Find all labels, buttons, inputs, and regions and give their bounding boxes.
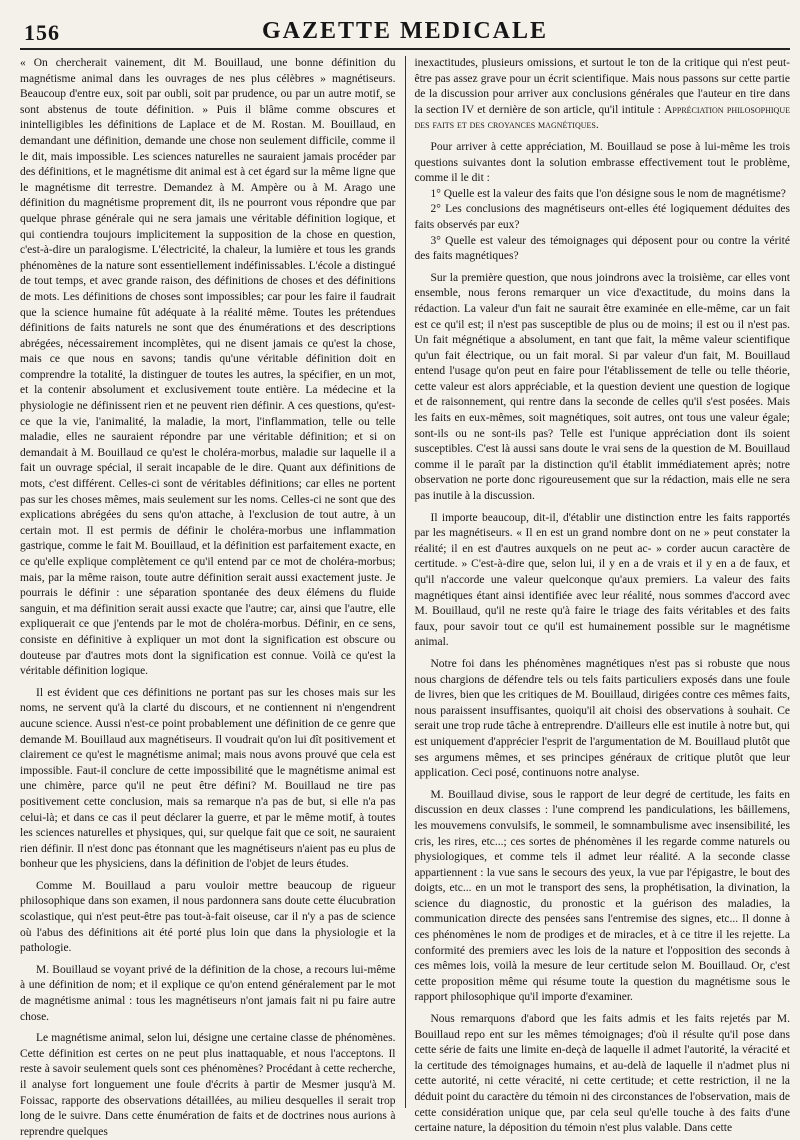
paragraph: Il est évident que ces définitions ne portant pas sur les choses mais sur les noms, ne servent qu'à la clarté du discours, et ne contiennent ni n'engendrent aucune science. Aussi n'est-ce point probablement une définition de ce genre que demande M. Bouillaud aux magnétiseurs. Il voudrait qu'on lui dît positivement et clairement ce qu'est le magnétisme animal; mais nous avons prouvé que cela est impossible. Faut-il conclure de cette impossibilité que le magnétisme animal est une chimère, parce qu'il ne peut être défini? M. Bouillaud ne tire pas positivement cette conclusion, mais sa remarque n'a pas de but, si elle n'a pas celui-là; et dans ce cas il peut déclarer la guerre, et par le même motif, à toutes les sciences naturelles et physiques, qui, sur quelque fait que ce soit, ne sauraient rien définir. Il n'est donc pas étonnant que les magnétiseurs n'aient pas eu plus de bonheur que les physiciens, dans la définition de l'objet de leurs études. xyxy=(20,686,396,871)
section-title: Appréciation philosophique des faits et des croyances magnétiques. xyxy=(414,103,790,132)
journal-title: GAZETTE MEDICALE xyxy=(261,18,549,44)
question-list xyxy=(414,187,790,265)
list-item: 1° Quelle est la valeur des faits que l'on désigne sous le nom de magnétisme? xyxy=(430,187,786,200)
paragraph: Notre foi dans les phénomènes magnétiques n'est pas si robuste que nous nous chargions de défendre tels ou tels faits particuliers exposés dans une foule de livres, bien que les critiques de M. Bouillaud, dirigées contre ces mêmes faits, nous paraissent insuffisantes, quoiqu'il ait choisi des observations à souhait. Ce serait une trop rude tâche à entreprendre. D'ailleurs elle est inutile à notre but, qui est uniquement d'apprécier l'esprit de l'argumentation de M. Bouillaud plutôt que ses argumens mêmes, et ses principes généraux de critique plutôt que leur application. Ceci posé, continuons notre analyse. xyxy=(414,657,790,780)
paragraph: M. Bouillaud se voyant privé de la définition de la chose, a recours lui-même à une définition de nom; et il explique ce qu'on entend généralement par le mot de magnétisme animal : tous les magnétiseurs n'ont jamais fait ni pu faire autre chose. xyxy=(20,963,396,1023)
paragraph: M. Bouillaud divise, sous le rapport de leur degré de certitude, les faits en discussion en deux classes : l'une comprend les pandiculations, les bâillemens, les mouvemens convulsifs, le sommeil, le somnambulisme avec insensibilité, les cris, les rires, etc...; ces sortes de phénomènes il les regarde comme naturels ou physiologiques, et comme tels il admet leur réalité. A la seconde classe appartiennent : la vue sans le secours des yeux, la vue par l'épigastre, le bout des doigts, etc... en un mot le transport des sens, la prophétisation, la divination, la science du diagnostic, du pronostic et la guérison des maladies, la communication directe des pensées sans l'entremise des signes, etc... Il donne à ces phénomènes le nom de prodiges et de miracles, et à ce titre il les rejette. La conformité des premiers avec les lois de la nature et l'opposition des seconds à ces mêmes lois, voilà la mesure de leur certitude selon M. Bouillaud. Or, c'est cette proposition même qui résume toute la question du magnétisme sous le rapport philosophique qu'il importe d'examiner. xyxy=(414,788,790,1004)
paragraph: Nous remarquons d'abord que les faits admis et les faits rejetés par M. Bouillaud repo ent sur les mêmes témoignages; d'où il résulte qu'il pose dans cette série de faits une limite en-deçà de laquelle il admet l'autorité, la véracité et la certitude des témoignages humains, et au-delà de laquelle il n'admet plus ni cette autorité, ni cette véracité, ni cette certitude; et cette restriction, il ne la déduit point du caractère du témoin ni des circonstances de l'observation, mais de cette considération unique que, par cela seul qu'elle touche à des faits d'une certaine nature, la déposition du témoin n'est plus valable. Dans cette xyxy=(414,1013,790,1135)
left-column xyxy=(20,56,405,1138)
paragraph xyxy=(414,56,790,134)
page-header xyxy=(20,14,790,50)
right-column xyxy=(405,56,790,1135)
page-number: 156 xyxy=(24,20,60,45)
article-columns xyxy=(20,56,790,1138)
paragraph: « On chercherait vainement, dit M. Bouillaud, une bonne définition du magnétisme animal dans les ouvrages de nes plus célèbres » magnétiseurs. Beaucoup d'entre eux, soit par oubli, soit par prudence, ou par un autre motif, se sont abstenus de toute définition. » Puis il blâme comme obscures et inintelligibles les définitions de Laplace et de M. Rostan. M. Bouillaud, en demandant une définition, demande une chose non seulement difficile, comme il le dit, mais impossible. Les sciences naturelles ne sauraient jamais procéder par des définitions, et le magnétisme dit animal est à cet égard sur la même ligne que le magnétisme dit terrestre. Demandez à M. Ampère ou à M. Arago une définition du magnétisme proprement dit, ils ne pourront vous répondre que par quelque phrase générale qui ne sera jamais une véritable définition logique, et qui contiendra toujours implicitement la supposition de la chose en question, c'est-à-dire un paralogisme. L'électricité, la chaleur, la lumière et tous les grands phénomènes de la nature sont essentiellement indéfinissables. L'école a distingué de tout temps, et avec grande raison, des définitions de choses et des définitions de mots. Les définitions de choses sont impossibles; car pour les faire il faudrait que la science humaine fût adéquate à la réalité même. Toutes les prétendues définitions de faits naturels ne sont que des énumérations et des descriptions abrégées, nécessairement incomplètes, qui ne disent jamais ce qu'est la chose, mais ce que nous en savons; tandis qu'une véritable définition doit en comprendre la totalité, la distinguer de toutes les autres, la spécifier, en un mot, et la contenir absolument et exclusivement toute entière. La médecine et la physiologie ne définissent rien et ne peuvent rien définir. A ces questions, qu'est-ce que la vie, l'animalité, la maladie, la mort, l'inflammation, telle ou telle maladie, elles ne sauraient répondre par une véritable définition; et si on demandait à M. Bouillaud ce qu'est le choléra-morbus, maladie sur laquelle il a fait un ouvrage spécial, il serait incapable de le dire. Quant aux définitions de mots, c'est différent. Celles-ci sont de véritables définitions; car elles ne portent pas sur les choses mêmes, mais seulement sur les noms. Celles-ci ne sont que des explications abrégées du sens qu'on attache, à l'exclusion de tout autre, à un certain mot. Il est permis de définir le choléra-morbus une inflammation gastrique, comme le fait M. Bouillaud, et la définition est parfaitement exacte, en ce qu'elle explique complètement ce qu'il entend par ce mot de choléra-morbus; mais, par la même raison, toute autre définition serait aussi exactement juste. Je pourrais le définir : une séparation spontanée des deux élémens du fluide sanguin, et ma définition serait aussi exacte que l'autre; car, ainsi que l'autre, elle expliquerait ce que j'entends par le mot de choléra-morbus. Définir, en ce sens, consiste en définitive à expliquer un mot dont la signification est obscure ou douteuse par d'autres mots dont la signification est connue. Voilà ce qu'est la véritable définition logique. xyxy=(20,57,396,678)
paragraph: Le magnétisme animal, selon lui, désigne une certaine classe de phénomènes. Cette définition est certes on ne peut plus inattaquable, et nous l'acceptons. Il reste à savoir seulement quels sont ces phénomènes? Procédant à cette recherche, il analyse fort longuement une foule d'écrits à partir de Mesmer jusqu'à M. Foissac, rapporte des observations détaillées, au milieu desquelles il serait trop long de le suivre. Dans cette énumération de faits et de doctrines nous aurions à reprendre quelques xyxy=(20,1032,396,1138)
paragraph: Comme M. Bouillaud a paru vouloir mettre beaucoup de rigueur philosophique dans son examen, il nous pardonnera sans doute cette élucubration scolastique, qui n'est peut-être pas tout-à-fait oiseuse, car il n'y a pas de science où l'abus des définitions ait été porté plus loin que dans la physiologie et la pathologie. xyxy=(20,879,396,955)
intro-text: inexactitudes, plusieurs omissions, et surtout le ton de la critique qui n'est peut-être pas assez grave pour un écrit scientifique. Mais nous passons sur cette partie de la discussion pour arriver aux conclusions générales que l'auteur en tire dans la section IV et dernière de son article, qu'il intitule : xyxy=(414,57,790,116)
list-item: 2° Les conclusions des magnétiseurs ont-elles été logiquement déduites des faits observés par eux? xyxy=(414,203,790,231)
paragraph: Sur la première question, que nous joindrons avec la troisième, car elles vont ensemble, nous ferons remarquer un vice d'exactitude, du moins dans la rédaction. La valeur d'un fait ne saurait être examinée en elle-même, car un fait est ce qu'il est; il n'est pas susceptible de plus ou de moins; il est ou il n'est pas. Un fait mégnétique a absolument, en tant que fait, la même valeur scientifique qu'un fait électrique, ou un fait moral. Si par valeur d'un fait, M. Bouillaud entend l'usage qu'on peut en faire pour l'établissement de telle ou telle théorie, cette valeur est alors appréciable, et la question devient une question de logique et de raisonnement, qui rentre dans la seconde de celles qu'il s'est posées. Mais les faits en eux-mêmes, soit magnétiques, soit autres, ont tous une valeur égale; sont-ils ou ne sont-ils pas? Telle est l'unique appréciation dont ils soient susceptibles. C'est là aussi sans doute le vrai sens de la question de M. Bouillaud comme il le paraît par la distinction qu'il établit immédiatement après; notre observation ne porte donc rigoureusement que sur la rédaction, mais elle ne sera pas inutile à la discussion. xyxy=(414,271,790,503)
paragraph: Pour arriver à cette appréciation, M. Bouillaud se pose à lui-même les trois questions suivantes dont la solution embrasse effectivement tout le problème, comme il le dit : xyxy=(414,140,790,185)
list-item: 3° Quelle est valeur des témoignages qui déposent pour ou contre la vérité des faits magnétiques? xyxy=(414,234,790,263)
paragraph: Il importe beaucoup, dit-il, d'établir une distinction entre les faits rapportés par les magnétiseurs. « Il en est un grand nombre dont on ne » peut constater la réalité; il en est d'autres auxquels on ne peut ac- » corder aucun caractère de certitude. » C'est-à-dire que, selon lui, il y en a de vrais et il y en a de faux, et qu'il n'accorde une valeur quelconque qu'aux premiers. La valeur des faits magnétiques étant ainsi identifiée avec leur réalité, nous sommes d'accord avec M. Bouillaud, qu'il ne reste qu'à faire le triage des faits véritables et des faits faux, pour savoir tout ce qu'il est humainement possible sur le magnétisme animal. xyxy=(414,511,790,649)
